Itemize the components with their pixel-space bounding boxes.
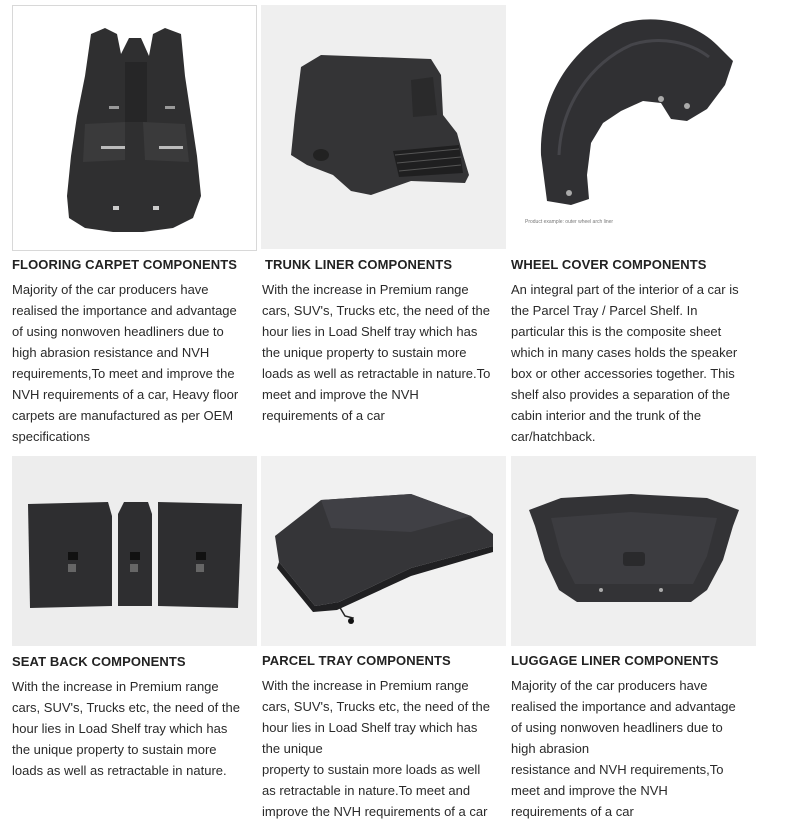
product-card-trunk-liner (261, 5, 506, 445)
product-card-wheel-cover (511, 5, 756, 445)
product-title: LUGGAGE LINER COMPONENTS (511, 653, 719, 668)
product-title: FLOORING CARPET COMPONENTS (12, 257, 238, 272)
product-description: An integral part of the interior of a car is the Parcel Tray / Parcel Shelf. In particular this is the composite sheet which in many cases holds the speaker box or other accessories together. This shelf also provides a separation of the cabin interior and the trunk of the car/hatchback. (511, 282, 739, 444)
product-description: With the increase in Premium range cars, SUV's, Trucks etc, the need of the hour lies in Load Shelf tray which has the unique property to sustain more loads as well as retractable in nature. (12, 679, 240, 778)
image-caption: Product example: outer wheel arch liner (525, 219, 614, 225)
flooring-carpet-image (12, 5, 257, 251)
product-description: Majority of the car producers have realised the importance and advantage of using nonwoven headliners due to high abrasion resistance and NVH requirements,To meet and improve the NVH requirements of a car, Heavy floor carpets are manufactured as per OEM specifications (12, 282, 239, 444)
product-card-parcel-tray (261, 456, 506, 818)
product-title: WHEEL COVER COMPONENTS (511, 257, 707, 272)
product-description: With the increase in Premium range cars, SUV's, Trucks etc, the need of the hour lies in Load Shelf tray which has the unique property to sustain more loads as well as retractable in nature.To meet and improve the NVH requirements of a car (262, 282, 491, 423)
trunk-liner-image (261, 5, 506, 249)
product-card-luggage-liner (511, 456, 756, 818)
product-title: TRUNK LINER COMPONENTS (265, 257, 453, 272)
product-title: SEAT BACK COMPONENTS (12, 654, 186, 669)
luggage-liner-image (511, 456, 756, 646)
seat-back-image (12, 456, 257, 646)
product-description: Majority of the car producers have realised the importance and advantage of using nonwoven headliners due to high abrasion resistance and NVH requirements,To meet and improve the NVH requirements of a car (511, 678, 736, 819)
product-description: With the increase in Premium range cars, SUV's, Trucks etc, the need of the hour lies in Load Shelf tray which has the unique property to sustain more loads as well as retractable in nature.To meet and improve the NVH requirements of a car (262, 678, 490, 819)
wheel-cover-image (511, 5, 756, 249)
product-card-seat-back (12, 456, 257, 796)
product-title: PARCEL TRAY COMPONENTS (262, 653, 451, 668)
parcel-tray-image (261, 456, 506, 646)
product-card-flooring-carpet (12, 5, 257, 445)
